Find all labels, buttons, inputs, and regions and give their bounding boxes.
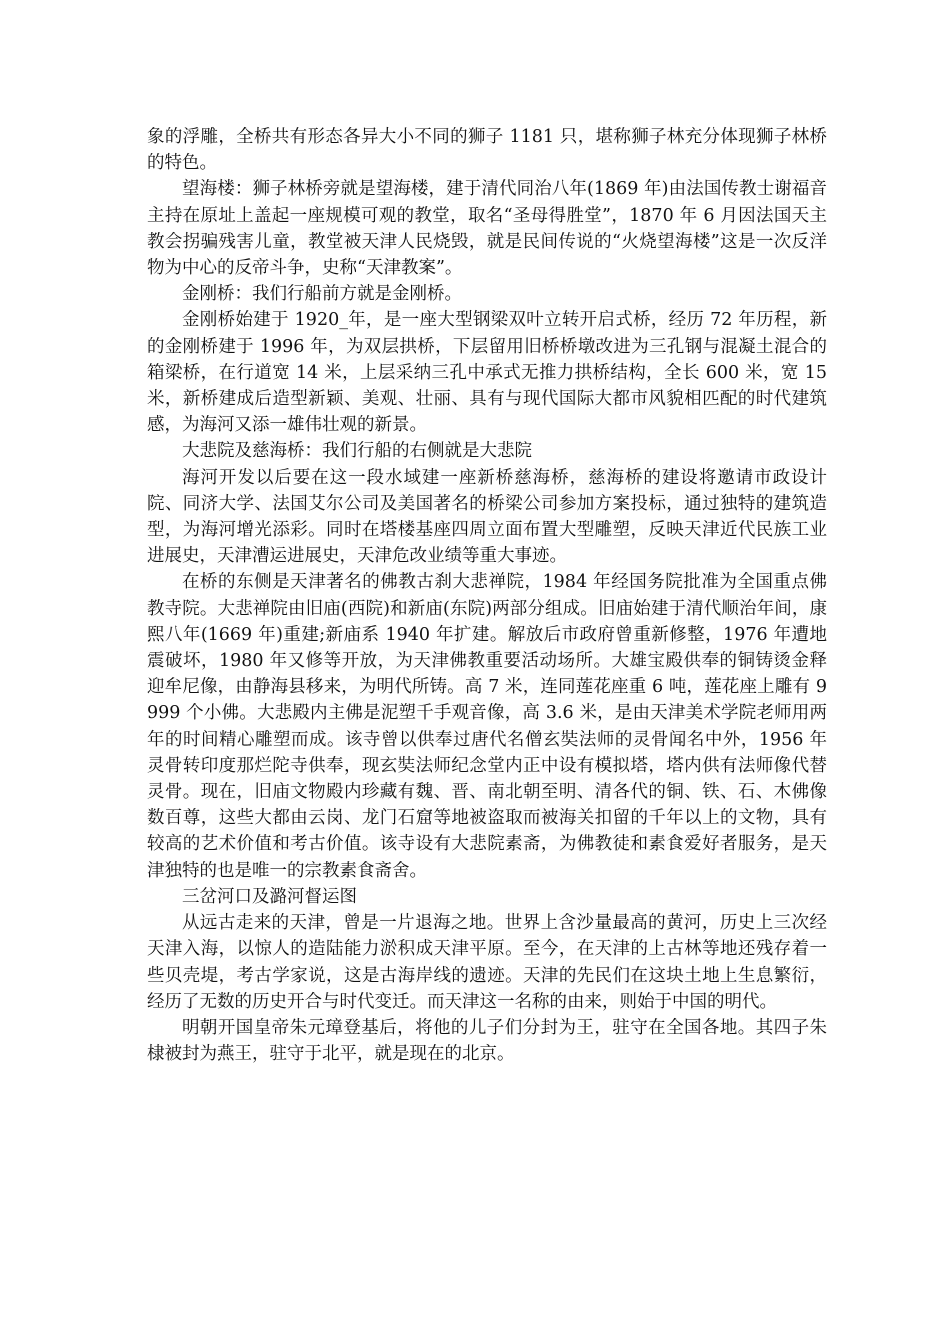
paragraph-ming-dynasty: 明朝开国皇帝朱元璋登基后，将他的儿子们分封为王，驻守在全国各地。其四子朱棣被封为燕王，驻守于北平，就是现在的北京。 <box>147 1017 827 1065</box>
document-body <box>147 124 827 1067</box>
paragraph-sancha-heading: 三岔河口及潞河督运图 <box>182 886 357 907</box>
paragraph-jingang-bridge: 金刚桥始建于 1920_年，是一座大型钢梁双叶立转开启式桥，经历 72 年历程，新的金刚桥建于 1996 年，为双层拱桥，下层留用旧桥桥墩改进为三孔钢与混凝土混合的箱梁桥，在行道宽 14 米，上层采纳三孔中承式无推力拱桥结构，全长 600 米，宽 15 米，新桥建成后造型新颖、美观、壮丽、具有与现代国际大都市风貌相匹配的时代建筑感，为海河又添一雄伟壮观的新景。 <box>147 310 827 436</box>
paragraph-jingang-bridge-heading: 金刚桥：我们行船前方就是金刚桥。 <box>182 284 462 305</box>
paragraph-tianjin-origin: 从远古走来的天津，曾是一片退海之地。世界上含沙量最高的黄河，历史上三次经天津入海，以惊人的造陆能力淤积成天津平原。至今，在天津的上古林等地还残存着一些贝壳堤，考古学家说，这是古海岸线的遗迹。天津的先民们在这块土地上生息繁衍，经历了无数的历史开合与时代变迁。而天津这一名称的由来，则始于中国的明代。 <box>147 913 827 1012</box>
paragraph-dabei-temple: 在桥的东侧是天津著名的佛教古刹大悲禅院，1984 年经国务院批准为全国重点佛教寺院。大悲禅院由旧庙(西院)和新庙(东院)两部分组成。旧庙始建于清代顺治年间，康熙八年(1669 年)重建;新庙系 1940 年扩建。解放后市政府曾重新修整，1976 年遭地震破坏，1980 年又修等开放，为天津佛教重要活动场所。大雄宝殿供奉的铜铸烫金释迎牟尼像，由静海县移来，为明代所铸。高 7 米，连同莲花座重 6 吨，莲花座上雕有 9999 个小佛。大悲殿内主佛是泥塑千手观音像，高 3.6 米，是由天津美术学院老师用两年的时间精心雕塑而成。该寺曾以供奉过唐代名僧玄奘法师的灵骨闻名中外，1956 年灵骨转印度那烂陀寺供奉，现玄奘法师纪念堂内正中设有模拟塔，塔内供有法师像代替灵骨。现在，旧庙文物殿内珍藏有魏、晋、南北朝至明、清各代的铜、铁、石、木佛像数百尊，这些大都由云岗、龙门石窟等地被盗取而被海关扣留的千年以上的文物，具有较高的艺术价值和考古价值。该寺设有大悲院素斋，为佛教徒和素食爱好者服务，是天津独特的也是唯一的宗教素食斋舍。 <box>147 572 827 881</box>
paragraph-dabei-heading: 大悲院及慈海桥：我们行船的右侧就是大悲院 <box>182 441 532 462</box>
paragraph-cihai-bridge: 海河开发以后要在这一段水域建一座新桥慈海桥，慈海桥的建设将邀请市政设计院、同济大学、法国艾尔公司及美国著名的桥梁公司参加方案投标，通过独特的建筑造型，为海河增光添彩。同时在塔楼基座四周立面布置大型雕塑，反映天津近代民族工业进展史，天津漕运进展史，天津危改业绩等重大事迹。 <box>147 467 827 567</box>
paragraph-wanghai-tower: 望海楼：狮子林桥旁就是望海楼，建于清代同治八年(1869 年)由法国传教士谢福音主持在原址上盖起一座规模可观的教堂，取名“圣母得胜堂”，1870 年 6 月因法国天主教会拐骗残害儿童，教堂被天津人民烧毁，就是民间传说的“火烧望海楼”这是一次反洋物为中心的反帝斗争，史称“天津教案”。 <box>147 179 827 279</box>
paragraph-lion-bridge-continued: 象的浮雕，全桥共有形态各异大小不同的狮子 1181 只，堪称狮子林充分体现狮子林桥的特色。 <box>147 127 827 174</box>
